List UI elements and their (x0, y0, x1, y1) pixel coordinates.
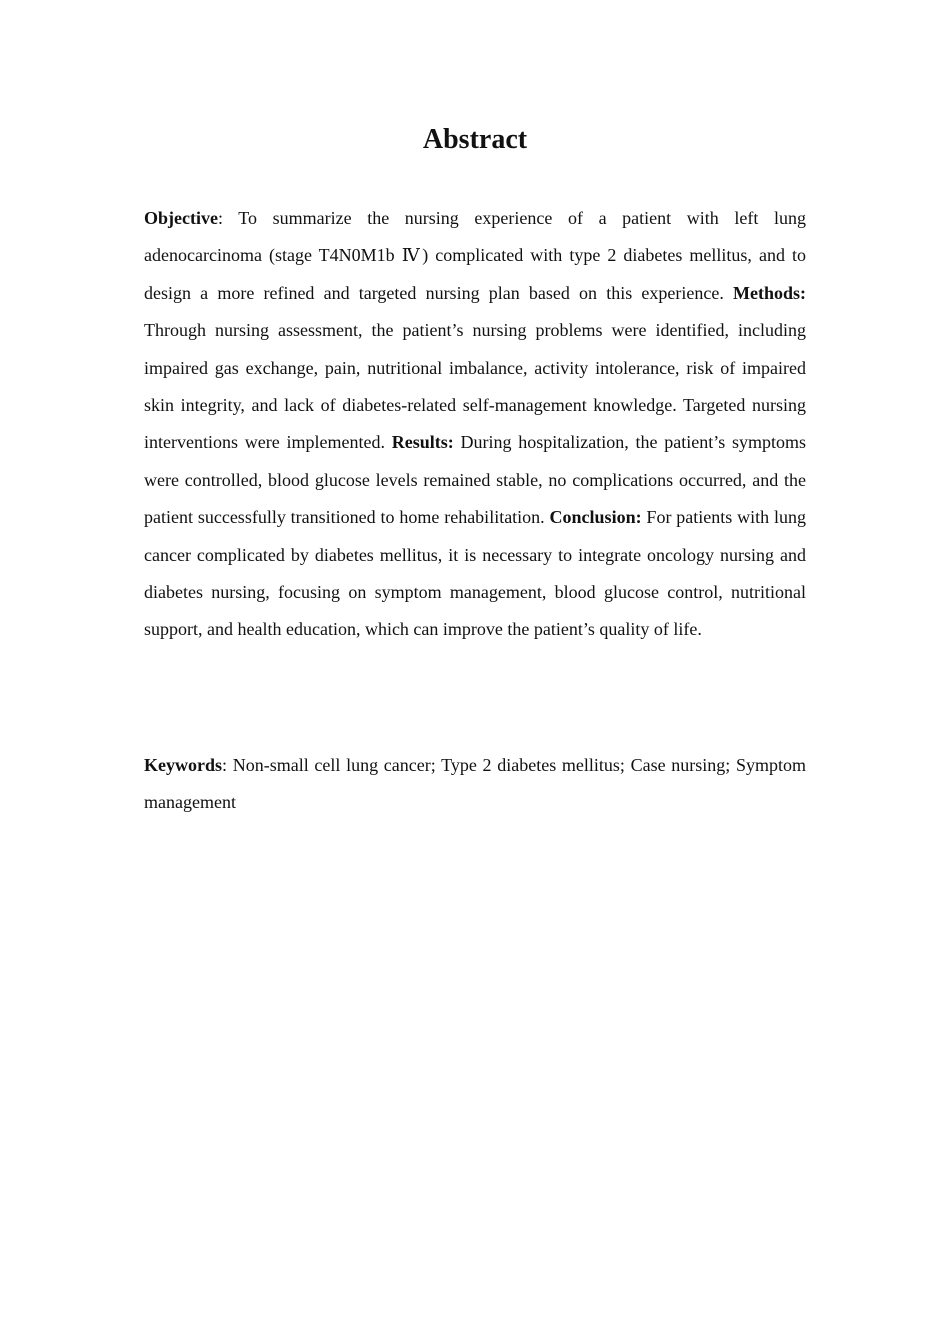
methods-text: Through nursing assessment, the patient’s nursing problems were identified, including impaired gas exchange, pain, nutritional imbalance, activity intolerance, risk of impaired skin integrity, and lack of diabetes-related self-management knowledge. Targeted nursing interventions were implemented. (144, 320, 806, 453)
keywords-label: Keywords (144, 755, 222, 775)
keywords-paragraph (144, 747, 806, 822)
results-text: During hospitalization, the patient’s symptoms were controlled, blood glucose levels remained stable, no complications occurred, and the patient successfully transitioned to home rehabilitation. (144, 432, 806, 528)
objective-text: To summarize the nursing experience of a patient with left lung adenocarcinoma (stage T4N0M1b Ⅳ) complicated with type 2 diabetes mellitus, and to design a more refined and targeted nursing plan based on this experience. (144, 208, 806, 303)
results-label: Results: (391, 432, 454, 453)
conclusion-text: For patients with lung cancer complicated by diabetes mellitus, it is necessary to integrate oncology nursing and diabetes nursing, focusing on symptom management, blood glucose control, nutritional support, and health education, which can improve the patient’s quality of life. (144, 507, 806, 640)
conclusion-label: Conclusion: (549, 507, 642, 528)
keywords-separator: : (222, 755, 228, 775)
methods-label: Methods: (733, 282, 806, 303)
keywords-text: Non-small cell lung cancer; Type 2 diabetes mellitus; Case nursing; Symptom management (144, 755, 806, 813)
abstract-title: Abstract (422, 124, 528, 155)
abstract-body (144, 200, 806, 649)
objective-label: Objective (144, 208, 218, 228)
objective-separator: : (217, 208, 223, 228)
